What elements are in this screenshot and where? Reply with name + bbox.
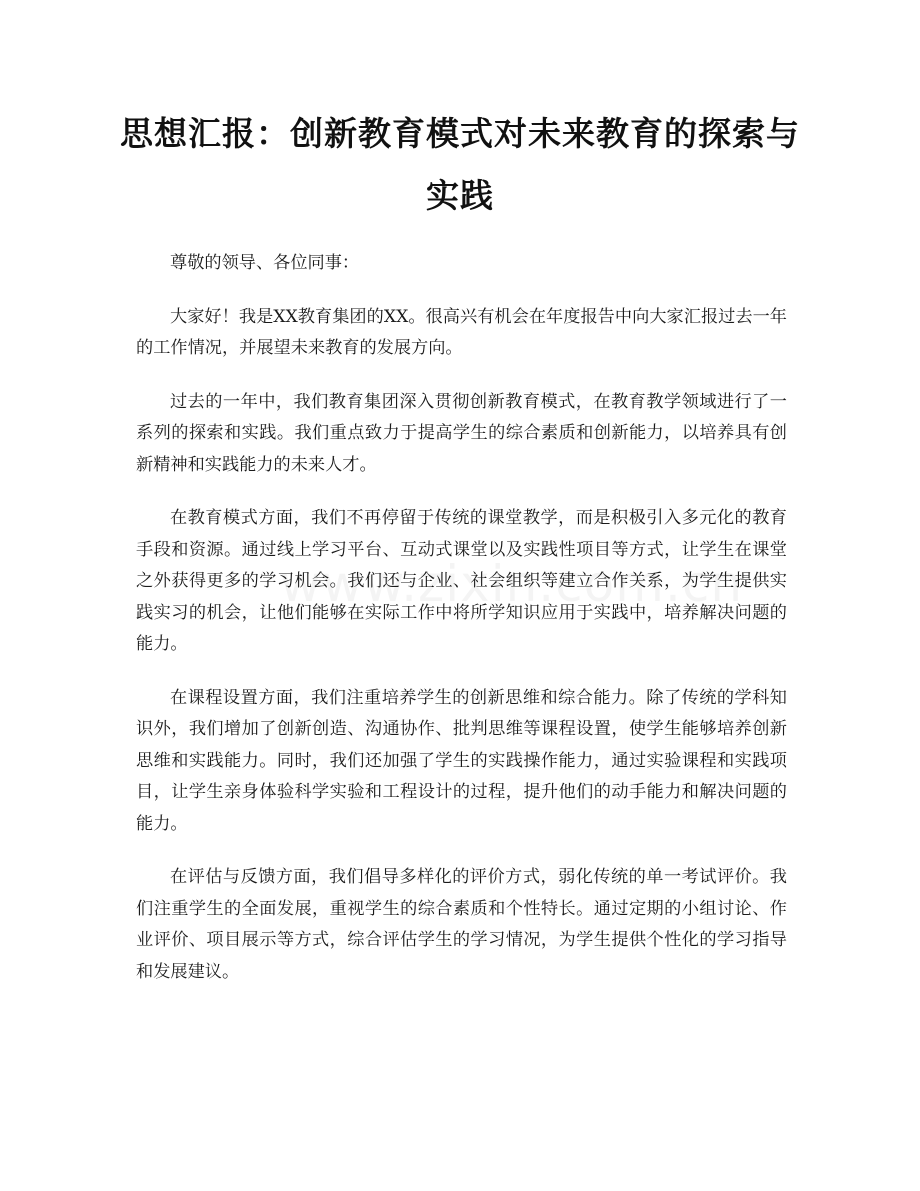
document-title: 思想汇报：创新教育模式对未来教育的探索与实践	[120, 114, 800, 215]
salutation-paragraph: 尊敬的领导、各位同事：	[170, 253, 360, 273]
greeting-paragraph: 大家好！我是XX教育集团的XX。很高兴有机会在年度报告中向大家汇报过去一年的工作情况，并展望未来教育的发展方向。	[136, 306, 787, 358]
education-model-paragraph: 在教育模式方面，我们不再停留于传统的课堂教学，而是积极引入多元化的教育手段和资源。通过线上学习平台、互动式课堂以及实践性项目等方式，让学生在课堂之外获得更多的学习机会。我们还与企业、社会组织等建立合作关系，为学生提供实践实习的机会，让他们能够在实际工作中将所学知识应用于实践中，培养解决问题的能力。	[136, 508, 787, 654]
overview-paragraph: 过去的一年中，我们教育集团深入贯彻创新教育模式，在教育教学领域进行了一系列的探索和实践。我们重点致力于提高学生的综合素质和创新能力，以培养具有创新精神和实践能力的未来人才。	[136, 391, 787, 475]
evaluation-paragraph: 在评估与反馈方面，我们倡导多样化的评价方式，弱化传统的单一考试评价。我们注重学生的全面发展，重视学生的综合素质和个性特长。通过定期的小组讨论、作业评价、项目展示等方式，综合评估学生的学习情况，为学生提供个性化的学习指导和发展建议。	[136, 867, 787, 982]
curriculum-paragraph: 在课程设置方面，我们注重培养学生的创新思维和综合能力。除了传统的学科知识外，我们增加了创新创造、沟通协作、批判思维等课程设置，使学生能够培养创新思维和实践能力。同时，我们还加强了学生的实践操作能力，通过实验课程和实践项目，让学生亲身体验科学实验和工程设计的过程，提升他们的动手能力和解决问题的能力。	[136, 687, 787, 834]
document-body	[136, 248, 787, 1010]
